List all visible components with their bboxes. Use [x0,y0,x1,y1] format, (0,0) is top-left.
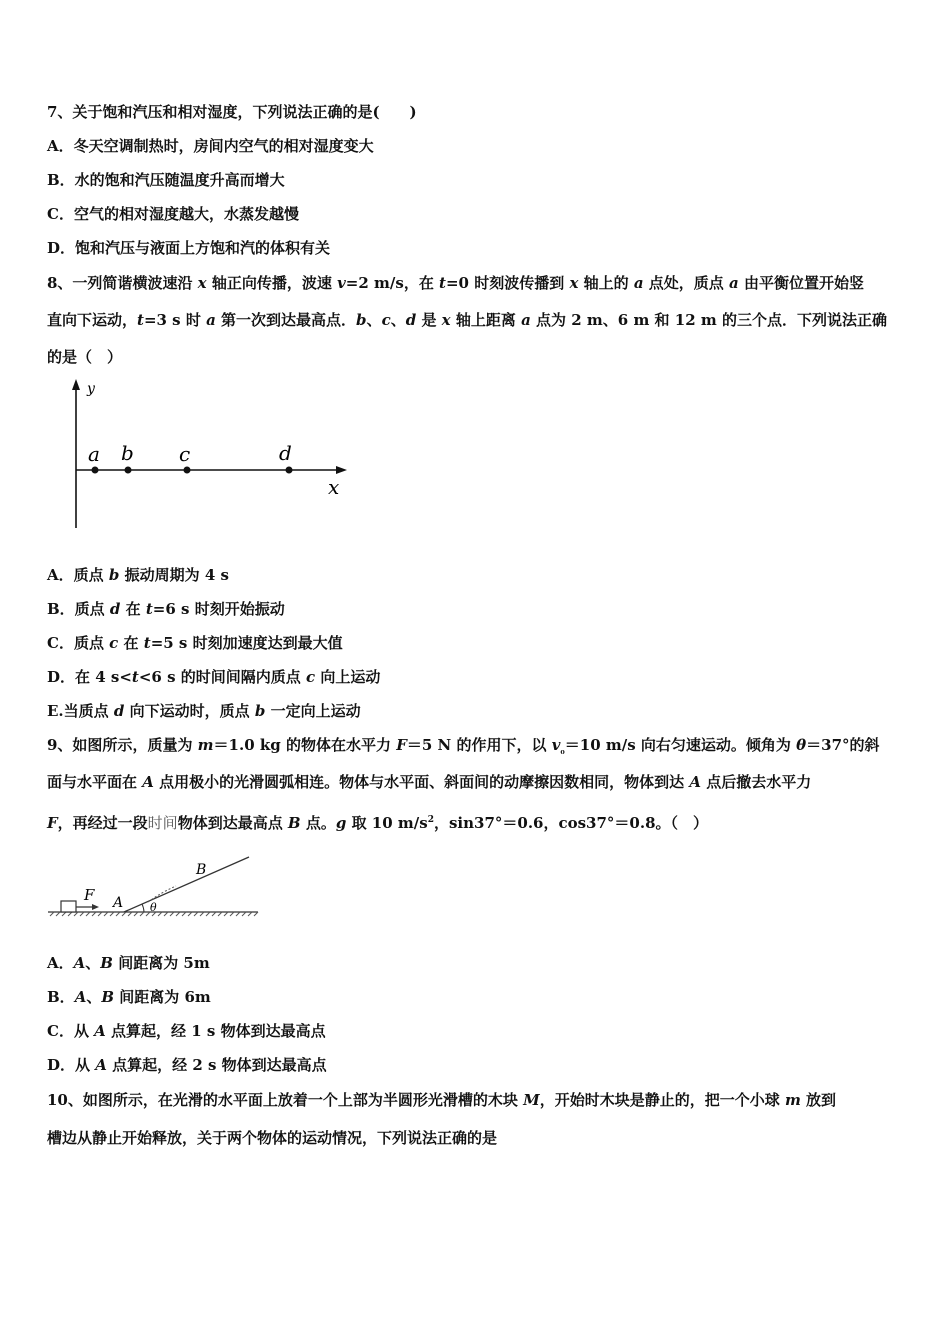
q9-option-b: B．A、B 间距离为 6m [47,988,211,1006]
point-b [125,467,132,474]
point-b-label: B [196,862,207,878]
q8-wave-axis-figure [60,375,360,535]
x-axis-arrow [336,466,347,474]
q8-option-e: E.当质点 d 向下运动时，质点 b 一定向上运动 [47,702,361,720]
point-a-label: A [113,895,124,911]
q7-option-b: B．水的饱和汽压随温度升高而增大 [47,171,285,189]
q8-option-c: C．质点 c 在 t=5 s 时刻加速度达到最大值 [47,634,343,652]
incline-line [124,857,249,912]
q8-option-a: A．质点 b 振动周期为 4 s [47,566,229,584]
q7-option-a: A．冬天空调制热时，房间内空气的相对湿度变大 [47,137,374,155]
point-a [92,467,99,474]
q8-stem-line2: 直向下运动，t=3 s 时 a 第一次到达最高点．b、c、d 是 x 轴上距离 a 点为 2 m、6 m 和 12 m 的三个点．下列说法正确 [47,311,887,329]
y-axis-label: y [87,381,95,397]
q8-stem-line1: 8、一列简谐横波速沿 x 轴正向传播，波速 v=2 m/s，在 t=0 时刻波传播到 x 轴上的 a 点处，质点 a 由平衡位置开始竖 [47,274,864,292]
point-a-label: a [88,442,100,466]
q9-option-c: C．从 A 点算起，经 1 s 物体到达最高点 [47,1022,326,1040]
q8-option-d: D．在 4 s<t<6 s 的时间间隔内质点 c 向上运动 [47,668,381,686]
q8-stem-line3: 的是（ ） [47,348,123,366]
q10-stem-line2: 槽边从静止开始释放，关于两个物体的运动情况，下列说法正确的是 [47,1129,498,1147]
point-d-label: d [279,441,292,465]
motion-path [148,886,176,902]
q7-option-d: D．饱和汽压与液面上方饱和汽的体积有关 [47,239,331,257]
point-c-label: c [179,442,191,466]
point-c [184,467,191,474]
q9-stem-line3: F，再经过一段时间物体到达最高点 B 点。g 取 10 $m/s^2$，sin37°＝0.6，cos37°＝0.8。（ ） [47,814,709,832]
angle-label: θ [150,901,157,914]
q9-incline-figure [44,850,264,925]
point-d [286,467,293,474]
q9-stem-line1: 9、如图所示，质量为 m＝1.0 kg 的物体在水平力 F＝5 N 的作用下，以 $v_{_0}=10$ m/s 向右匀速运动。倾角为 θ＝37°的斜 [47,736,880,757]
y-axis-arrow [72,379,80,390]
q7-option-c: C．空气的相对湿度越大，水蒸发越慢 [47,205,299,223]
block [61,901,76,912]
force-label: F [84,886,95,904]
x-axis-label: x [328,475,340,499]
angle-arc [142,904,144,912]
q9-option-d: D．从 A 点算起，经 2 s 物体到达最高点 [47,1056,327,1074]
q7-stem: 7、关于饱和汽压和相对湿度，下列说法正确的是( ) [47,103,417,121]
q8-option-b: B．质点 d 在 t=6 s 时刻开始振动 [47,600,285,618]
force-arrowhead [92,904,99,910]
q9-option-a: A．A、B 间距离为 5m [47,954,210,972]
q9-stem-line2: 面与水平面在 A 点用极小的光滑圆弧相连。物体与水平面、斜面间的动摩擦因数相同，物体到达 A 点后撤去水平力 [47,773,812,791]
q10-stem-line1: 10、如图所示，在光滑的水平面上放着一个上部为半圆形光滑槽的木块 M，开始时木块是静止的，把一个小球 m 放到 [47,1091,837,1109]
point-b-label: b [121,441,134,465]
